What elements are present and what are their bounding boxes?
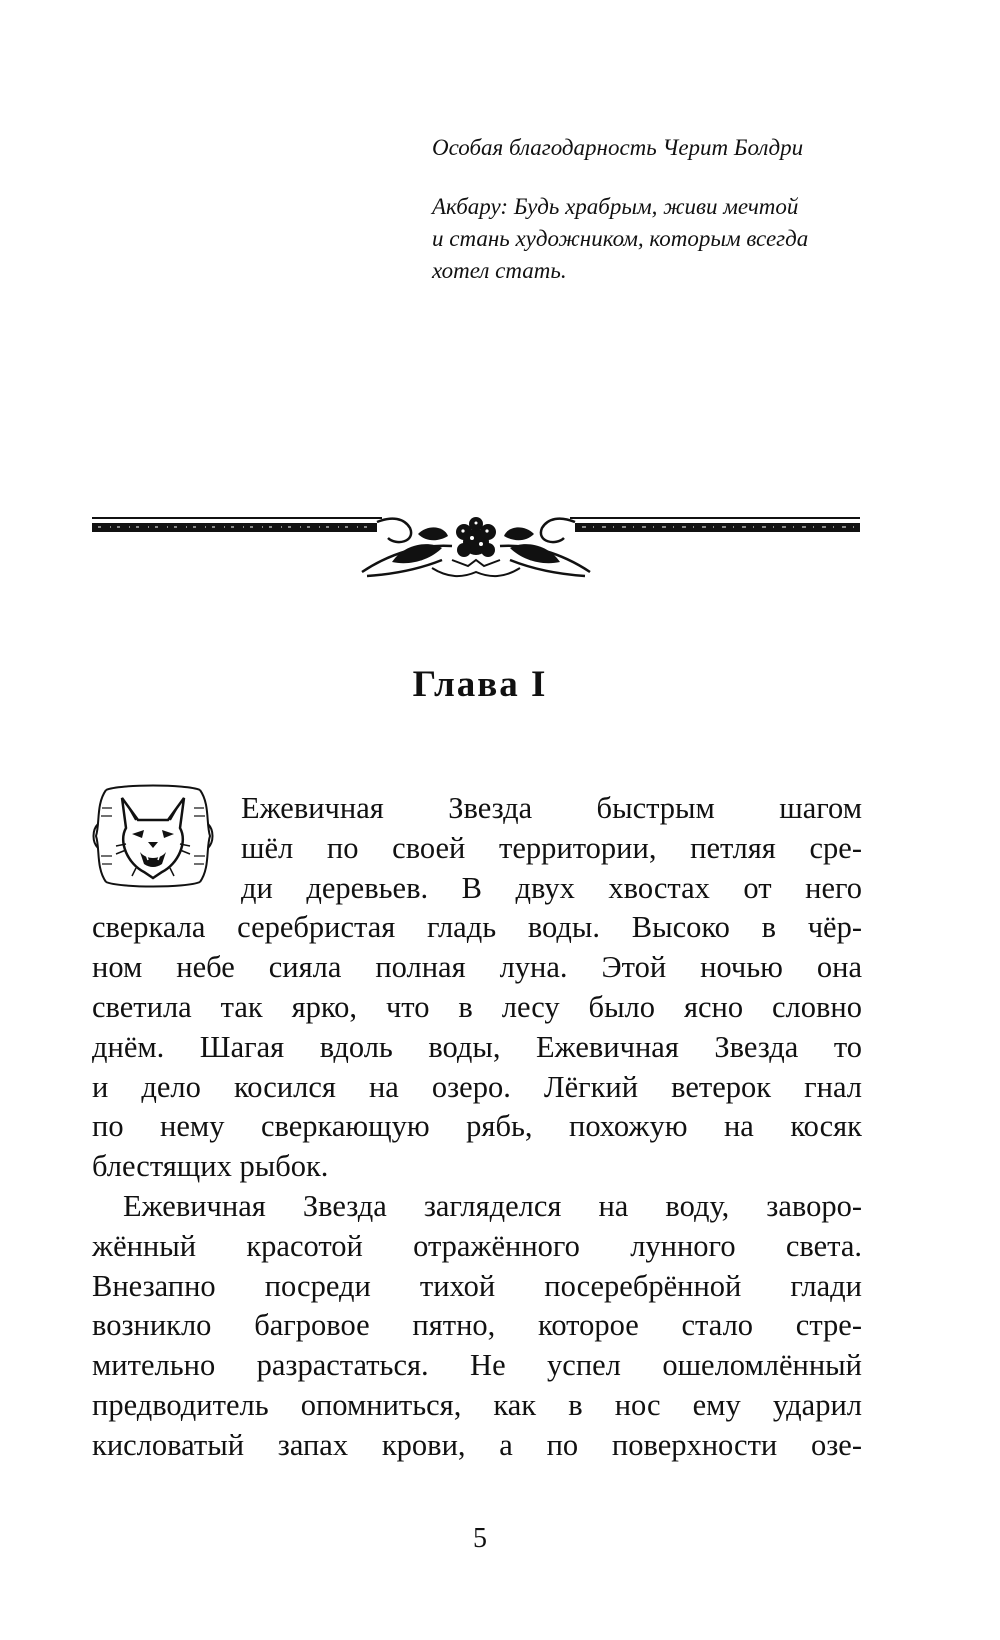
text-line: по нему сверкающую рябь, похожую на косяк — [92, 1109, 862, 1144]
dedication-thanks: Особая благодарность Черит Болдри — [432, 135, 804, 160]
paragraph — [92, 789, 862, 1187]
page-number: 5 — [473, 1523, 487, 1554]
paragraph — [92, 1187, 862, 1466]
text-line: жённый красотой отражённого лунного света. — [92, 1228, 862, 1263]
text-line: предводитель опомниться, как в нос ему ударил — [92, 1387, 862, 1422]
text-line: блестящих рыбок. — [92, 1149, 329, 1184]
text-line: возникло багровое пятно, которое стало стре- — [92, 1308, 862, 1343]
text-line: мительно разрастаться. Не успел ошеломлённый — [92, 1348, 862, 1383]
floral-vignette-divider-icon — [92, 516, 860, 596]
chapter-title: Глава I — [412, 664, 548, 705]
text-line: ном небе сияла полная луна. Этой ночью она — [92, 950, 862, 985]
text-line: Ежевичная Звезда загляделся на воду, заворо- — [123, 1188, 862, 1223]
text-line: шёл по своей территории, петляя сре- — [241, 830, 862, 865]
dedication-line: и стань художником, которым всегда — [432, 226, 809, 251]
dedication-line: Акбару: Будь храбрым, живи мечтой — [432, 194, 799, 219]
text-line: сверкала серебристая гладь воды. Высоко в чёр- — [92, 910, 862, 945]
text-line: светила так ярко, что в лесу было ясно словно — [92, 989, 862, 1024]
text-line: днём. Шагая вдоль воды, Ежевичная Звезда то — [92, 1029, 862, 1064]
dedication — [432, 132, 872, 287]
text-line: Внезапно посреди тихой посеребрённой глади — [92, 1268, 862, 1303]
text-line: и дело косился на озеро. Лёгкий ветерок гнал — [92, 1069, 862, 1104]
text-line: кисловатый запах крови, а по поверхности озе- — [92, 1427, 862, 1462]
dedication-line: хотел стать. — [432, 258, 567, 283]
text-line: Ежевичная Звезда быстрым шагом — [241, 791, 862, 825]
text-line: ди деревьев. В двух хвостах от него — [241, 870, 862, 905]
chapter-body — [92, 789, 862, 1466]
